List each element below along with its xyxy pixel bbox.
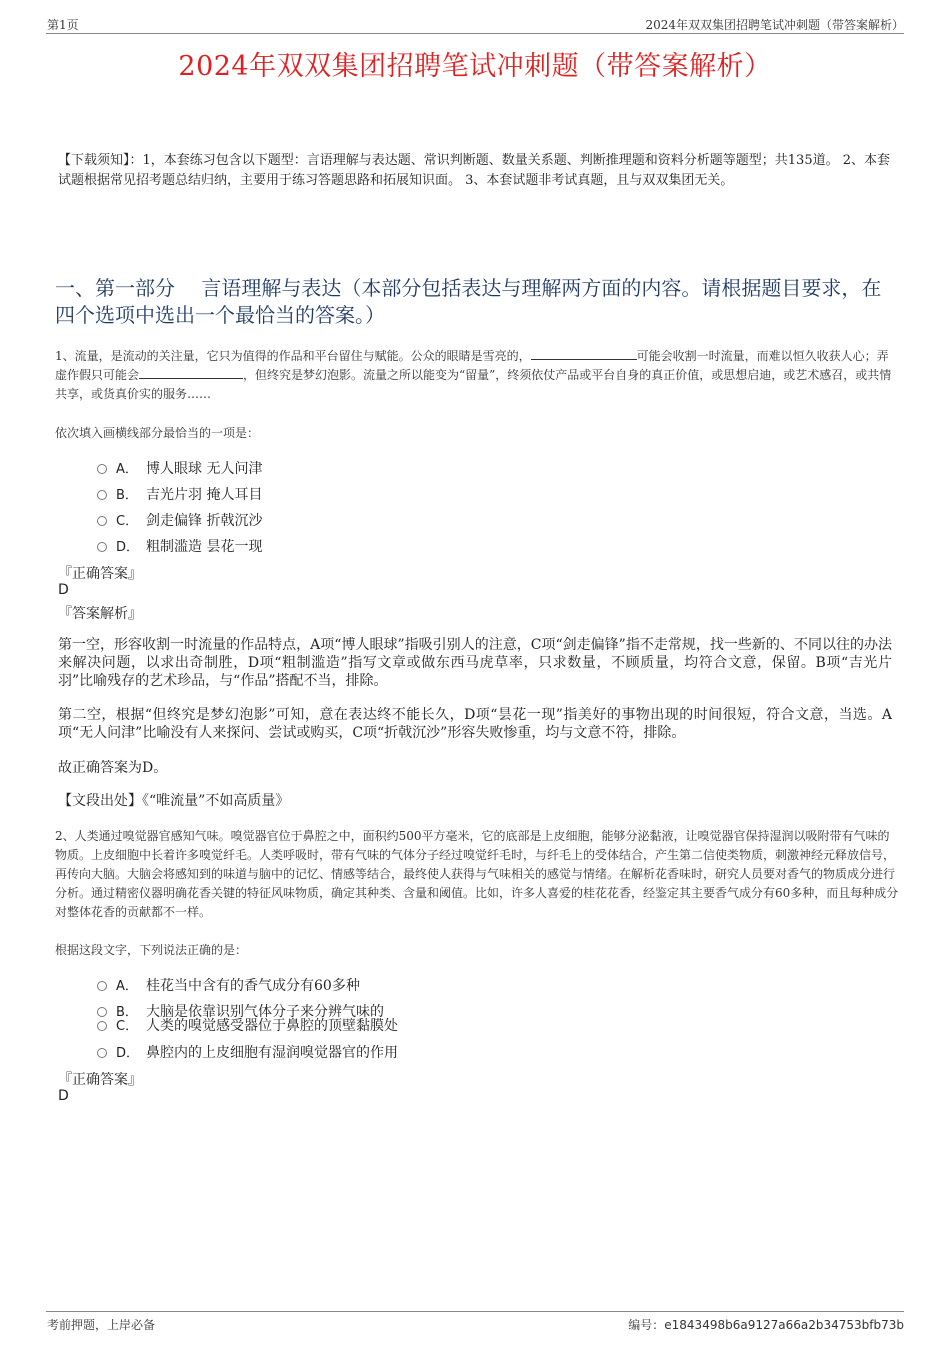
question-2-option-a[interactable] (97, 975, 360, 995)
radio-button-icon[interactable] (97, 516, 107, 526)
option-text: 大脑是依靠识别气体分子来分辨气味的 (146, 1004, 384, 1020)
option-key: A． (116, 979, 138, 994)
option-key: D． (116, 540, 140, 555)
question-1-prompt: 依次填入画横线部分最恰当的一项是： (55, 426, 260, 440)
option-key: B． (116, 488, 138, 503)
question-2-prompt: 根据这段文字，下列说法正确的是： (55, 943, 248, 957)
question-1-answer-label: 『正确答案』 (58, 566, 142, 582)
question-1-text-part-b: 可能会收割一时流量，而难以恒久收获人心；弄虚作假只可能会 (55, 349, 889, 382)
option-text: 吉光片羽 掩人耳目 (146, 487, 263, 503)
option-text: 粗制滥造 昙花一现 (146, 539, 263, 555)
option-text: 鼻腔内的上皮细胞有湿润嗅觉器官的作用 (146, 1045, 398, 1061)
question-1-text (55, 347, 900, 404)
option-key: C． (116, 1019, 139, 1034)
question-2-option-d[interactable] (97, 1042, 398, 1062)
question-1-analysis-1: 第一空，形容收割一时流量的作品特点，A项“博人眼球”指吸引别人的注意，C项“剑走偏锋”指不走常规，找一些新的、不同以往的办法来解决问题，以求出奇制胜，D项“粗制滥造”指写文章或做东西马虎草率，只求数量，不顾质量，均符合文意，保留。B项“吉光片羽”比喻残存的艺术珍品，与“作品”搭配不当，排除。 (58, 637, 892, 689)
page-title: 2024年双双集团招聘笔试冲刺题（带答案解析） (178, 51, 772, 82)
question-1-option-b[interactable] (97, 484, 262, 504)
question-2-answer: D (58, 1088, 69, 1104)
radio-button-icon[interactable] (97, 490, 107, 500)
option-text: 剑走偏锋 折戟沉沙 (146, 513, 263, 529)
header-doc-title: 2024年双双集团招聘笔试冲刺题（带答案解析） (645, 18, 904, 32)
question-2-option-c[interactable] (97, 1015, 398, 1035)
footer-slogan: 考前押题，上岸必备 (47, 1318, 156, 1332)
answer-blank-1 (531, 347, 637, 360)
radio-button-icon[interactable] (97, 981, 107, 991)
footer-divider (46, 1311, 904, 1312)
option-key: D． (116, 1046, 140, 1061)
question-1-option-a[interactable] (97, 458, 262, 478)
option-key: C． (116, 514, 139, 529)
question-1-analysis-2: 第二空，根据“但终究是梦幻泡影”可知，意在表达终不能长久，D项“昙花一现”指美好的事物出现的时间很短，符合文意，当选。A项“无人问津”比喻没有人来探问、尝试或购买，C项“折戟沉沙”形容失败惨重，均与文意不符，排除。 (58, 707, 892, 741)
option-key: A． (116, 462, 138, 477)
option-text: 人类的嗅觉感受器位于鼻腔的顶壁黏膜处 (146, 1018, 398, 1034)
section-heading: 一、第一部分 言语理解与表达（本部分包括表达与理解两方面的内容。请根据题目要求，在四个选项中选出一个最恰当的答案。） (55, 276, 882, 327)
download-notice: 【下载须知】：1，本套练习包含以下题型：言语理解与表达题、常识判断题、数量关系题、判断推理题和资料分析题等题型；共135道。 2、本套试题根据常见招考题总结归纳，主要用于练习答题思路和拓展知识面。 3、本套试题非考试真题，且与双双集团无关。 (58, 153, 890, 188)
option-text: 博人眼球 无人问津 (146, 461, 263, 477)
question-1-answer: D (58, 582, 69, 598)
question-2-answer-label: 『正确答案』 (58, 1072, 142, 1088)
radio-button-icon[interactable] (97, 464, 107, 474)
question-1-source: 【文段出处】《“唯流量”不如高质量》 (58, 793, 290, 809)
answer-blank-2 (139, 366, 243, 379)
question-1-analysis-label: 『答案解析』 (58, 606, 142, 622)
radio-button-icon[interactable] (97, 542, 107, 552)
header-divider (46, 33, 904, 34)
question-1-text-part-a: 1、流量，是流动的关注量，它只为值得的作品和平台留住与赋能。公众的眼睛是雪亮的， (55, 349, 531, 363)
question-1-text-part-c: ，但终究是梦幻泡影。流量之所以能变为“留量”，终须依仗产品或平台自身的真正价值，或思想启迪，或艺术感召，或共情共享，或货真价实的服务…… (55, 368, 892, 401)
document-code: 编号：e1843498b6a9127a66a2b34753bfb73b (628, 1318, 904, 1332)
page-number: 第1页 (47, 18, 79, 32)
question-1-option-d[interactable] (97, 536, 262, 556)
option-key: B． (116, 1005, 138, 1020)
option-text: 桂花当中含有的香气成分有60多种 (146, 978, 360, 994)
question-1-conclusion: 故正确答案为D。 (58, 760, 168, 776)
radio-button-icon[interactable] (97, 1021, 107, 1031)
question-2-text: 2、人类通过嗅觉器官感知气味。嗅觉器官位于鼻腔之中，面积约500平方毫米，它的底部是上皮细胞，能够分泌黏液，让嗅觉器官保持湿润以吸附带有气味的物质。上皮细胞中长着许多嗅觉纤毛。人类呼吸时，带有气味的气体分子经过嗅觉纤毛时，与纤毛上的受体结合，产生第二信使类物质，刺激神经元释放信号，再传向大脑。大脑会将感知到的味道与脑中的记忆、情感等结合，最终使人获得与气味相关的感觉与情绪。在解析花香味时，研究人员要对香气的物质成分进行分析。通过精密仪器明确花香关键的特征风味物质，确定其种类、含量和阈值。比如，许多人喜爱的桂花花香，经鉴定其主要香气成分有60多种，而且每种成分对整体花香的贡献都不一样。 (55, 829, 899, 919)
question-1-option-c[interactable] (97, 510, 262, 530)
radio-button-icon[interactable] (97, 1048, 107, 1058)
